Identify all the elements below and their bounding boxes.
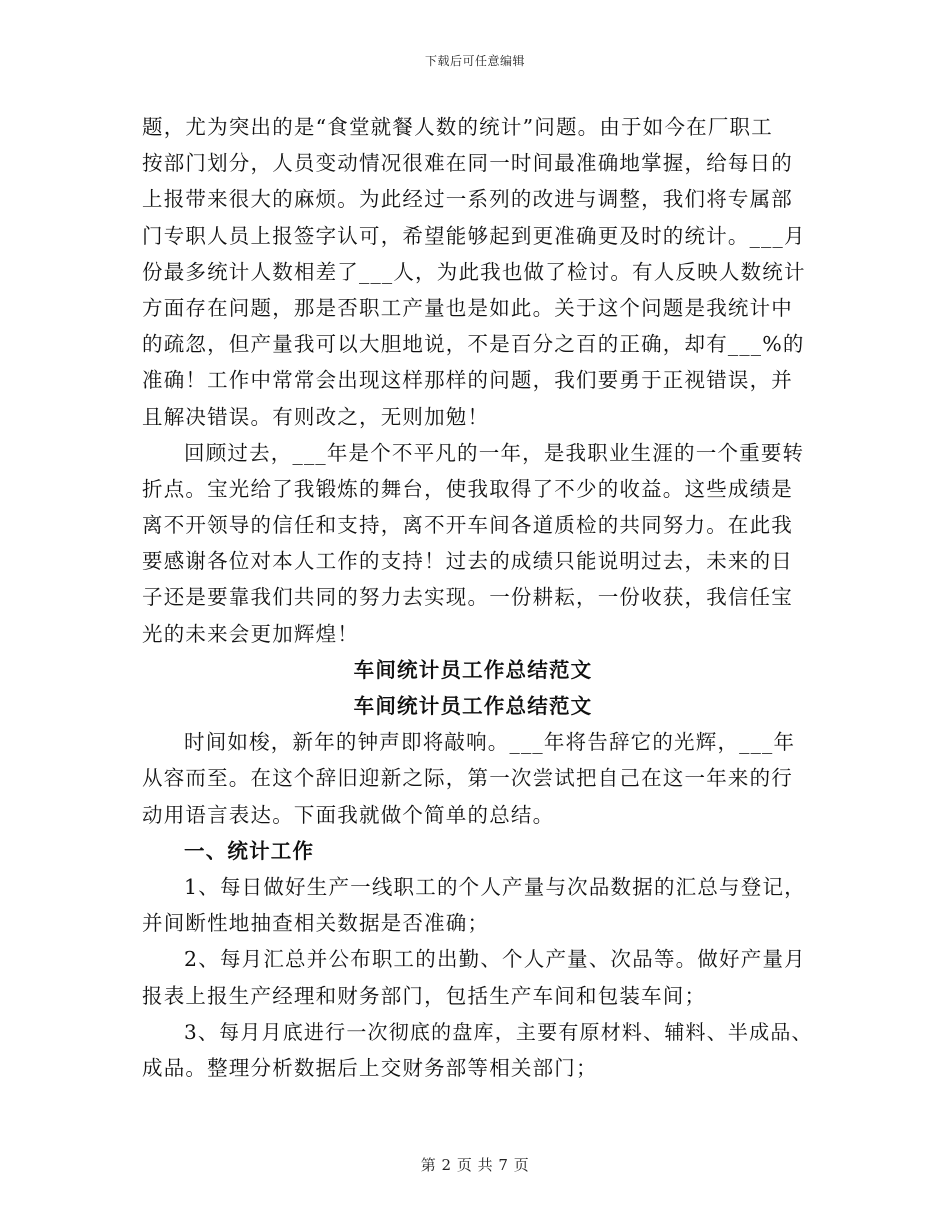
paragraph-line: 上报带来很大的麻烦。为此经过一系列的改进与调整，我们将专属部	[142, 187, 793, 212]
paragraph-line: 的疏忽，但产量我可以大胆地说，不是百分之百的正确，却有___%的	[142, 332, 805, 357]
paragraph-line: 从容而至。在这个辞旧迎新之际，第一次尝试把自己在这一年来的行	[142, 766, 793, 791]
paragraph-line: 门专职人员上报签字认可，希望能够起到更准确更及时的统计。___月	[142, 223, 806, 248]
section-heading: 一、统计工作	[184, 838, 315, 863]
paragraph-line: 子还是要靠我们共同的努力去实现。一份耕耘，一份收获，我信任宝	[142, 585, 793, 610]
list-item-line: 2、每月汇总并公布职工的出勤、个人产量、次品等。做好产量月	[184, 947, 806, 972]
list-item-line: 3、每月月底进行一次彻底的盘库，主要有原材料、辅料、半成品、	[184, 1019, 813, 1044]
list-item-line: 1、每日做好生产一线职工的个人产量与次品数据的汇总与登记，	[184, 874, 806, 899]
paragraph-line: 且解决错误。有则改之，无则加勉！	[142, 404, 490, 429]
list-item-line: 并间断性地抽查相关数据是否准确；	[142, 911, 490, 936]
paragraph-line: 按部门划分，人员变动情况很难在同一时间最准确地掌握，给每日的	[142, 151, 793, 176]
document-body	[142, 109, 814, 1086]
page-number-footer: 第 2 页 共 7 页	[420, 1156, 530, 1174]
paragraph-line: 方面存在问题，那是否职工产量也是如此。关于这个问题是我统计中	[142, 295, 793, 320]
document-subtitle: 车间统计员工作总结范文	[353, 694, 593, 718]
page-header: 下载后可任意编辑	[424, 54, 525, 68]
paragraph-line: 折点。宝光给了我锻炼的舞台，使我取得了不少的收益。这些成绩是	[142, 476, 793, 501]
paragraph-line: 准确！工作中常常会出现这样那样的问题，我们要勇于正视错误，并	[142, 368, 793, 393]
list-item-line: 成品。整理分析数据后上交财务部等相关部门；	[142, 1055, 598, 1080]
paragraph-line: 时间如梭，新年的钟声即将敲响。___年将告辞它的光辉，___年	[184, 730, 796, 755]
paragraph-line: 要感谢各位对本人工作的支持！过去的成绩只能说明过去，未来的日	[142, 549, 793, 574]
list-item-line: 报表上报生产经理和财务部门，包括生产车间和包装车间；	[142, 983, 707, 1008]
paragraph-line: 题，尤为突出的是“食堂就餐人数的统计”问题。由于如今在厂职工	[142, 115, 773, 139]
paragraph-line: 光的未来会更加辉煌！	[142, 621, 359, 646]
paragraph-line: 动用语言表达。下面我就做个简单的总结。	[142, 802, 555, 827]
paragraph-line: 份最多统计人数相差了___人，为此我也做了检讨。有人反映人数统计	[142, 259, 806, 284]
document-title: 车间统计员工作总结范文	[353, 657, 593, 682]
paragraph-line: 回顾过去，___年是个不平凡的一年，是我职业生涯的一个重要转	[184, 440, 805, 465]
paragraph-line: 离不开领导的信任和支持，离不开车间各道质检的共同努力。在此我	[142, 513, 793, 538]
